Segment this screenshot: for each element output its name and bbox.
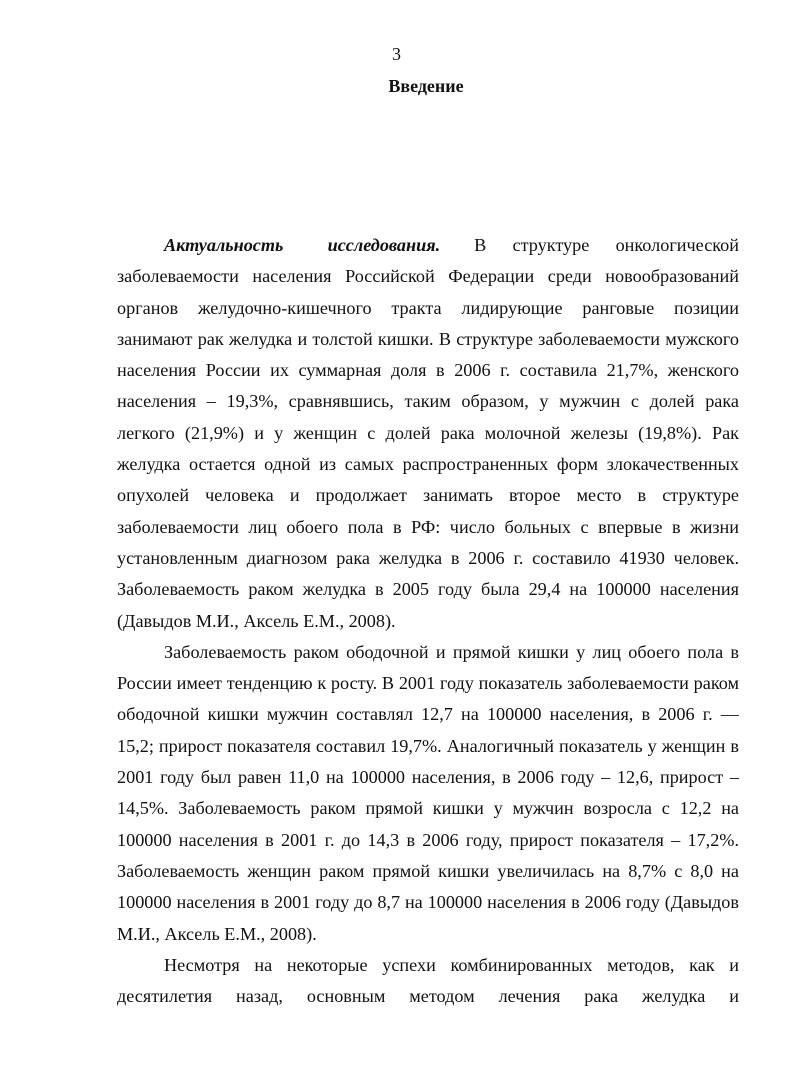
paragraph-text: В структуре онкологической заболеваемости населения Российской Федерации среди новообразований органов желудочно-кишечного тракта лидирующие ранговые позиции занимают рак желудка и толстой кишки. В структуре заболеваемости мужского населения России их суммарная доля в 2006 г. составила 21,7%, женского населения – 19,3%, сравнявшись, таким образом, у мужчин с долей рака легкого (21,9%) и у женщин с долей рака молочной железы (19,8%). Рак желудка остается одной из самых распространенных форм злокачественных опухолей человека и продолжает занимать второе место в структуре заболеваемости лиц обоего пола в РФ: число больных с впервые в жизни установленным диагнозом рака желудка в 2006 г. составило 41930 человек. Заболеваемость раком желудка в 2005 году была 29,4 на 100000 населения (Давыдов М.И., Аксель Е.М., 2008). (117, 235, 740, 631)
paragraph-treatment: Несмотря на некоторые успехи комбинированных методов, как и десятилетия назад, основным методом лечения рака желудка и (117, 954, 739, 1007)
paragraph-lead: Актуальность исследования. (164, 235, 441, 255)
page-title: Введение (388, 76, 464, 96)
document-body (117, 230, 739, 1012)
paragraph-relevance (117, 230, 739, 637)
paragraph-colorectal-incidence: Заболеваемость раком ободочной и прямой кишки у лиц обоего пола в России имеет тенденцию к росту. В 2001 году показатель заболеваемости раком ободочной кишки мужчин составлял 12,7 на 100000 населения, в 2006 г. — 15,2; прирост показателя составил 19,7%. Аналогичный показатель у женщин в 2001 году был равен 11,0 на 100000 населения, в 2006 году – 12,6, прирост – 14,5%. Заболеваемость раком прямой кишки у мужчин возросла с 12,2 на 100000 населения в 2001 г. до 14,3 в 2006 году, прирост показателя – 17,2%. Заболеваемость женщин раком прямой кишки увеличилась на 8,7% с 8,0 на 100000 населения в 2001 году до 8,7 на 100000 населения в 2006 году (Давыдов М.И., Аксель Е.М., 2008). (117, 641, 739, 944)
page-number: 3 (392, 44, 401, 64)
